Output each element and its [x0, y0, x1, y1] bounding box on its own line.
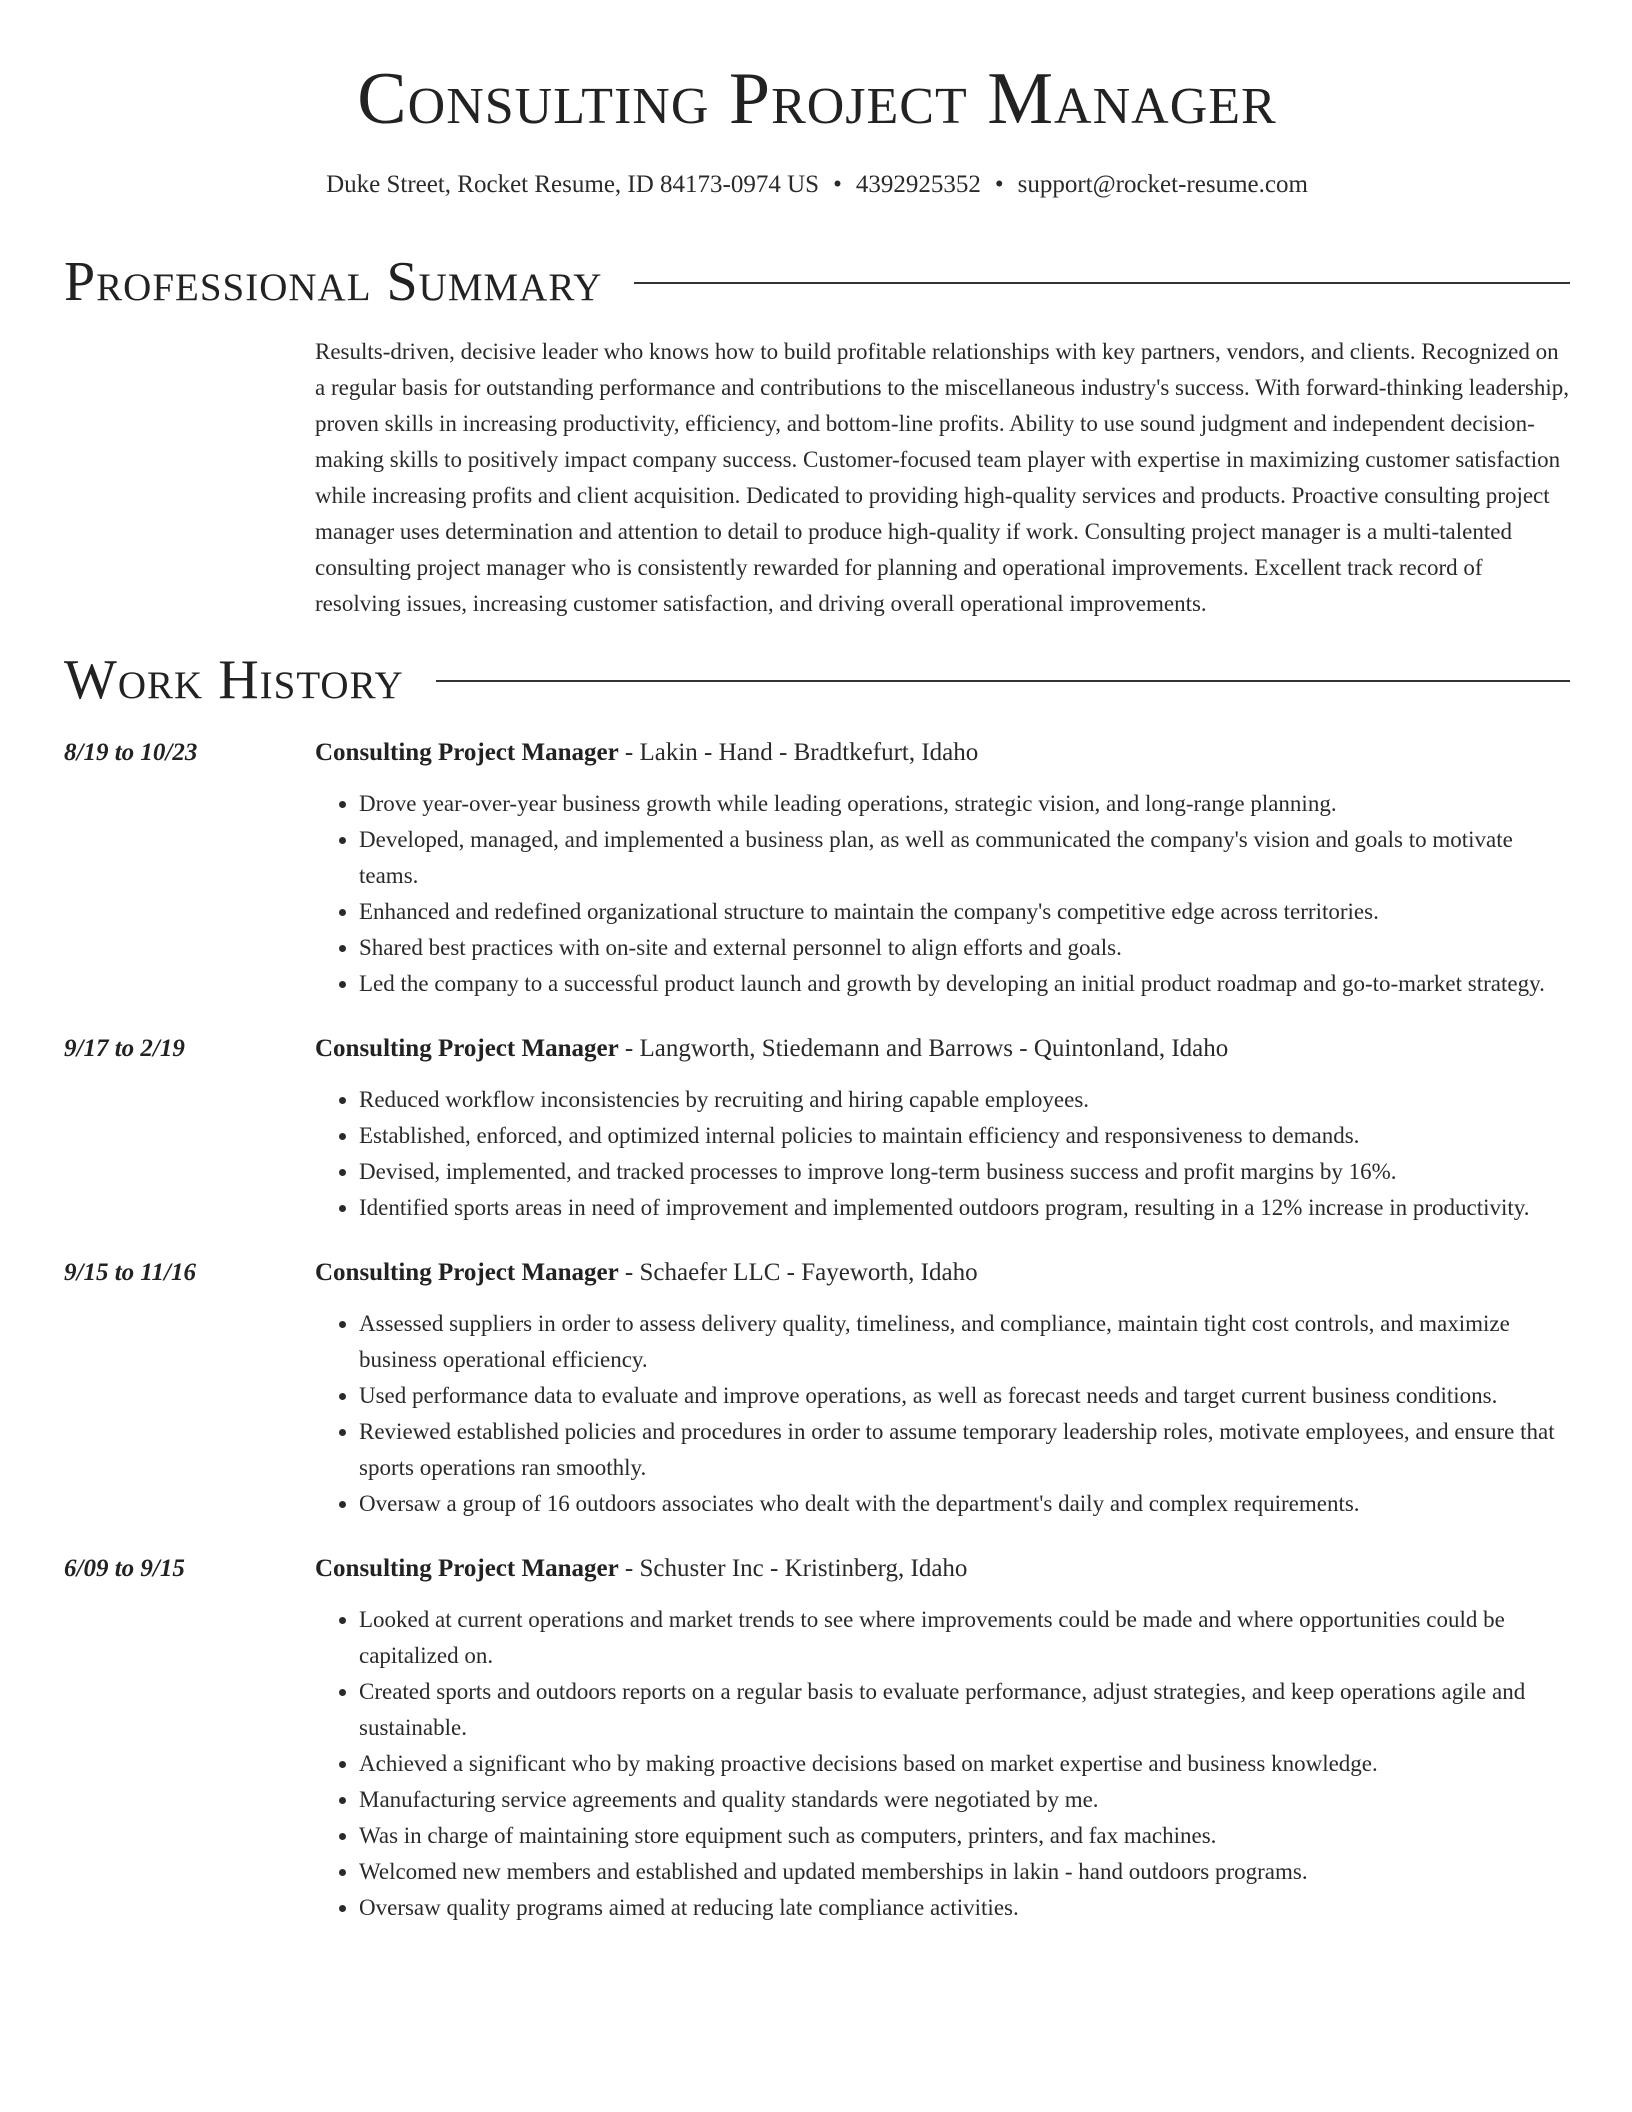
job-bullet: • Assessed suppliers in order to assess delivery quality, timeliness, and compliance, maintain tight cost controls, and maximize business operational efficiency.: [359, 1306, 1570, 1378]
job-body: [315, 1254, 1570, 1522]
resume-name: Consulting Project Manager: [357, 58, 1277, 140]
job-dates: 9/15 to 11/16: [64, 1259, 196, 1286]
job-bullet: • Achieved a significant who by making proactive decisions based on market expertise and business knowledge.: [359, 1746, 1570, 1782]
job-details: - Schaefer LLC - Fayeworth, Idaho: [618, 1259, 978, 1286]
job-body: [315, 1030, 1570, 1226]
job-entry: [64, 1550, 1570, 1926]
job-title-line: [315, 1254, 1570, 1292]
job-entry: [64, 1030, 1570, 1226]
job-bullet: • Enhanced and redefined organizational structure to maintain the company's competitive edge across territories.: [359, 894, 1570, 930]
job-bullet: • Drove year-over-year business growth while leading operations, strategic vision, and long-range planning.: [359, 786, 1570, 822]
job-role: Consulting Project Manager: [315, 1035, 619, 1062]
job-bullet: • Shared best practices with on-site and external personnel to align efforts and goals.: [359, 930, 1570, 966]
job-bullets: [315, 1602, 1570, 1926]
job-bullets: [315, 1082, 1570, 1226]
job-bullet: • Created sports and outdoors reports on a regular basis to evaluate performance, adjust strategies, and keep operations agile and sustainable.: [359, 1674, 1570, 1746]
job-entry: [64, 1254, 1570, 1522]
contact-phone: 4392925352: [855, 171, 981, 198]
job-role: Consulting Project Manager: [315, 1555, 619, 1582]
job-bullet: • Reduced workflow inconsistencies by recruiting and hiring capable employees.: [359, 1082, 1570, 1118]
work-heading: Work History: [64, 649, 404, 711]
job-title-line: [315, 1030, 1570, 1068]
job-dates: 6/09 to 9/15: [64, 1555, 185, 1582]
job-bullet: • Oversaw quality programs aimed at reducing late compliance activities.: [359, 1890, 1570, 1926]
job-bullet: • Used performance data to evaluate and improve operations, as well as forecast needs and target current business conditions.: [359, 1378, 1570, 1414]
contact-separator: •: [833, 171, 842, 198]
job-bullets: [315, 1306, 1570, 1522]
work-section-header: [64, 649, 1570, 711]
job-bullet: • Welcomed new members and established and updated memberships in lakin - hand outdoors programs.: [359, 1854, 1570, 1890]
work-history-list: [64, 734, 1570, 1926]
job-bullet: • Reviewed established policies and procedures in order to assume temporary leadership roles, motivate employees, and ensure that sports operations ran smoothly.: [359, 1414, 1570, 1486]
section-divider: [436, 680, 1570, 682]
job-role: Consulting Project Manager: [315, 1259, 619, 1286]
job-dates: 8/19 to 10/23: [64, 739, 198, 766]
job-bullet: • Oversaw a group of 16 outdoors associates who dealt with the department's daily and complex requirements.: [359, 1486, 1570, 1522]
job-bullet: • Looked at current operations and market trends to see where improvements could be made and where opportunities could be capitalized on.: [359, 1602, 1570, 1674]
job-role: Consulting Project Manager: [315, 739, 619, 766]
job-bullet: • Established, enforced, and optimized internal policies to maintain efficiency and responsiveness to demands.: [359, 1118, 1570, 1154]
job-entry: [64, 734, 1570, 1002]
job-bullet: • Led the company to a successful product launch and growth by developing an initial product roadmap and go-to-market strategy.: [359, 966, 1570, 1002]
job-details: - Schuster Inc - Kristinberg, Idaho: [618, 1555, 968, 1582]
summary-section-header: [64, 251, 1570, 313]
summary-text: Results-driven, decisive leader who knows how to build profitable relationships with key partners, vendors, and clients. Recognized on a regular basis for outstanding performance and contributions to the miscellaneous industry's success. With forward-thinking leadership, proven skills in increasing productivity, efficiency, and bottom-line profits. Ability to use sound judgment and independent decision-making skills to positively impact company success. Customer-focused team player with expertise in maximizing customer satisfaction while increasing profits and client acquisition. Dedicated to providing high-quality services and products. Proactive consulting project manager uses determination and attention to detail to produce high-quality if work. Consulting project manager is a multi-talented consulting project manager who is consistently rewarded for planning and operational improvements. Excellent track record of resolving issues, increasing customer satisfaction, and driving overall operational improvements.: [315, 339, 1570, 616]
section-divider: [634, 282, 1570, 284]
job-body: [315, 734, 1570, 1002]
contact-separator: •: [994, 171, 1004, 198]
job-bullet: • Manufacturing service agreements and quality standards were negotiated by me.: [359, 1782, 1570, 1818]
job-bullet: • Developed, managed, and implemented a business plan, as well as communicated the company's vision and goals to motivate teams.: [359, 822, 1570, 894]
summary-heading: Professional Summary: [64, 251, 603, 313]
job-bullet: • Was in charge of maintaining store equipment such as computers, printers, and fax machines.: [359, 1818, 1570, 1854]
job-title-line: [315, 1550, 1570, 1588]
contact-address: Duke Street, Rocket Resume, ID 84173-0974 US: [326, 171, 820, 198]
job-bullet: • Identified sports areas in need of improvement and implemented outdoors program, resulting in a 12% increase in productivity.: [359, 1190, 1570, 1226]
job-details: - Langworth, Stiedemann and Barrows - Quintonland, Idaho: [618, 1035, 1229, 1062]
contact-line: [64, 170, 1570, 200]
job-body: [315, 1550, 1570, 1926]
resume-page: [64, 0, 1570, 1926]
job-details: - Lakin - Hand - Bradtkefurt, Idaho: [618, 739, 979, 766]
contact-email: support@rocket-resume.com: [1017, 171, 1308, 198]
job-title-line: [315, 734, 1570, 772]
job-bullets: [315, 786, 1570, 1002]
job-bullet: • Devised, implemented, and tracked processes to improve long-term business success and profit margins by 16%.: [359, 1154, 1570, 1190]
job-dates: 9/17 to 2/19: [64, 1035, 185, 1062]
